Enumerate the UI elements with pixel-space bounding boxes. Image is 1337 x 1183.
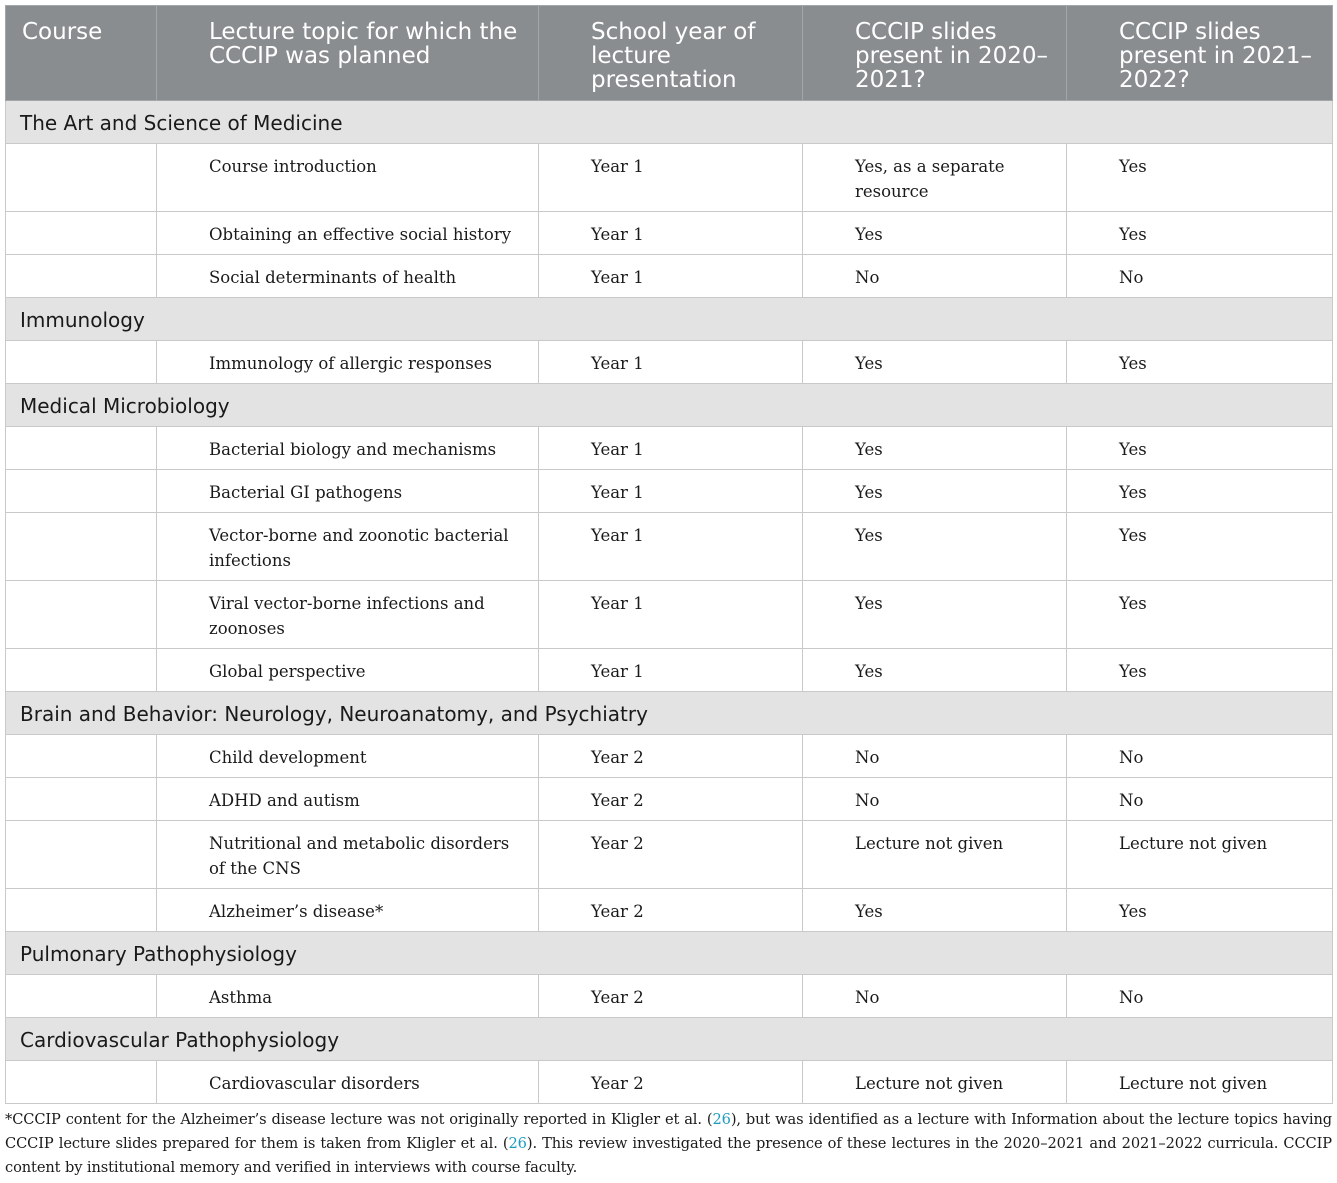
table-row (6, 581, 1333, 649)
table-header-row (6, 6, 1333, 101)
slides-2021-2022-cell: No (1067, 778, 1333, 821)
table-row (6, 735, 1333, 778)
slides-2020-2021-cell: No (803, 735, 1067, 778)
course-cell (6, 427, 157, 470)
reference-link-26[interactable]: 26 (508, 1135, 527, 1152)
slides-2020-2021-cell: Yes (803, 341, 1067, 384)
slides-2021-2022-cell: No (1067, 975, 1333, 1018)
header-school-year: School year of lecture presentation (539, 6, 803, 101)
school-year-cell: Year 1 (539, 513, 803, 581)
school-year-cell: Year 1 (539, 427, 803, 470)
footnote-text-1: *CCCIP content for the Alzheimer’s disease lecture was not originally reported in Kligler et al. ( (5, 1111, 713, 1128)
cccip-lecture-table (5, 5, 1333, 1104)
lecture-topic-cell: Course introduction (157, 144, 539, 212)
slides-2021-2022-cell: Yes (1067, 144, 1333, 212)
table-body (6, 101, 1333, 1104)
table-row (6, 255, 1333, 298)
course-cell (6, 778, 157, 821)
school-year-cell: Year 2 (539, 1061, 803, 1104)
course-cell (6, 649, 157, 692)
lecture-topic-cell: Social determinants of health (157, 255, 539, 298)
header-slides-2021-2022: CCCIP slides present in 2021–2022? (1067, 6, 1333, 101)
lecture-topic-cell: Bacterial GI pathogens (157, 470, 539, 513)
school-year-cell: Year 2 (539, 735, 803, 778)
course-cell (6, 889, 157, 932)
slides-2021-2022-cell: Lecture not given (1067, 821, 1333, 889)
slides-2020-2021-cell: No (803, 778, 1067, 821)
lecture-topic-cell: Cardiovascular disorders (157, 1061, 539, 1104)
slides-2020-2021-cell: Yes (803, 889, 1067, 932)
course-section-row (6, 298, 1333, 341)
course-section-row (6, 692, 1333, 735)
table-row (6, 427, 1333, 470)
school-year-cell: Year 1 (539, 581, 803, 649)
slides-2020-2021-cell: No (803, 255, 1067, 298)
lecture-topic-cell: Viral vector-borne infections and zoonoses (157, 581, 539, 649)
course-section-title: Cardiovascular Pathophysiology (6, 1018, 1333, 1061)
course-section-row (6, 101, 1333, 144)
school-year-cell: Year 1 (539, 255, 803, 298)
slides-2020-2021-cell: Lecture not given (803, 1061, 1067, 1104)
slides-2021-2022-cell: Yes (1067, 513, 1333, 581)
school-year-cell: Year 2 (539, 821, 803, 889)
course-section-row (6, 932, 1333, 975)
header-course: Course (6, 6, 157, 101)
lecture-topic-cell: Immunology of allergic responses (157, 341, 539, 384)
school-year-cell: Year 2 (539, 889, 803, 932)
lecture-topic-cell: Nutritional and metabolic disorders of the CNS (157, 821, 539, 889)
course-cell (6, 735, 157, 778)
header-lecture-topic: Lecture topic for which the CCCIP was planned (157, 6, 539, 101)
table-row (6, 1061, 1333, 1104)
reference-link-26[interactable]: 26 (712, 1111, 731, 1128)
lecture-topic-cell: Asthma (157, 975, 539, 1018)
school-year-cell: Year 1 (539, 341, 803, 384)
course-section-title: Medical Microbiology (6, 384, 1333, 427)
slides-2021-2022-cell: Yes (1067, 581, 1333, 649)
slides-2020-2021-cell: Yes (803, 470, 1067, 513)
table-row (6, 212, 1333, 255)
slides-2020-2021-cell: Yes (803, 513, 1067, 581)
course-cell (6, 144, 157, 212)
course-section-row (6, 384, 1333, 427)
table-row (6, 649, 1333, 692)
slides-2021-2022-cell: Yes (1067, 470, 1333, 513)
school-year-cell: Year 1 (539, 649, 803, 692)
table-row (6, 778, 1333, 821)
slides-2020-2021-cell: Yes (803, 212, 1067, 255)
course-cell (6, 975, 157, 1018)
lecture-topic-cell: Vector-borne and zoonotic bacterial infections (157, 513, 539, 581)
course-cell (6, 470, 157, 513)
course-cell (6, 255, 157, 298)
course-section-title: Pulmonary Pathophysiology (6, 932, 1333, 975)
slides-2020-2021-cell: Yes (803, 427, 1067, 470)
course-cell (6, 821, 157, 889)
course-cell (6, 341, 157, 384)
course-cell (6, 581, 157, 649)
table-row (6, 341, 1333, 384)
course-cell (6, 513, 157, 581)
course-section-row (6, 1018, 1333, 1061)
school-year-cell: Year 1 (539, 144, 803, 212)
course-section-title: Immunology (6, 298, 1333, 341)
slides-2021-2022-cell: No (1067, 255, 1333, 298)
slides-2021-2022-cell: Yes (1067, 427, 1333, 470)
school-year-cell: Year 1 (539, 470, 803, 513)
school-year-cell: Year 2 (539, 778, 803, 821)
header-slides-2020-2021: CCCIP slides present in 2020–2021? (803, 6, 1067, 101)
slides-2021-2022-cell: No (1067, 735, 1333, 778)
slides-2021-2022-cell: Yes (1067, 341, 1333, 384)
table-footnote (5, 1108, 1332, 1180)
lecture-topic-cell: Global perspective (157, 649, 539, 692)
slides-2020-2021-cell: No (803, 975, 1067, 1018)
table-row (6, 144, 1333, 212)
table-row (6, 821, 1333, 889)
footnote-text-2: ), but was identified as a lecture with Information about the lecture topics having CCCIP lecture slides prepared for them is taken from Kligler et al. ( (5, 1111, 1332, 1152)
lecture-topic-cell: Child development (157, 735, 539, 778)
course-section-title: Brain and Behavior: Neurology, Neuroanatomy, and Psychiatry (6, 692, 1333, 735)
slides-2020-2021-cell: Yes (803, 581, 1067, 649)
school-year-cell: Year 1 (539, 212, 803, 255)
table-row (6, 975, 1333, 1018)
slides-2020-2021-cell: Yes (803, 649, 1067, 692)
slides-2021-2022-cell: Yes (1067, 889, 1333, 932)
course-section-title: The Art and Science of Medicine (6, 101, 1333, 144)
course-cell (6, 212, 157, 255)
lecture-topic-cell: Obtaining an effective social history (157, 212, 539, 255)
table-row (6, 470, 1333, 513)
lecture-topic-cell: Bacterial biology and mechanisms (157, 427, 539, 470)
lecture-topic-cell: Alzheimer’s disease* (157, 889, 539, 932)
table-row (6, 513, 1333, 581)
footnote-text-3: ). This review investigated the presence of these lectures in the 2020–2021 and 2021–2022 curricula. CCCIP content by institutional memory and verified in interviews with course faculty. (5, 1135, 1333, 1176)
school-year-cell: Year 2 (539, 975, 803, 1018)
slides-2021-2022-cell: Yes (1067, 212, 1333, 255)
slides-2021-2022-cell: Lecture not given (1067, 1061, 1333, 1104)
slides-2020-2021-cell: Yes, as a separate resource (803, 144, 1067, 212)
slides-2020-2021-cell: Lecture not given (803, 821, 1067, 889)
lecture-topic-cell: ADHD and autism (157, 778, 539, 821)
slides-2021-2022-cell: Yes (1067, 649, 1333, 692)
course-cell (6, 1061, 157, 1104)
table-row (6, 889, 1333, 932)
